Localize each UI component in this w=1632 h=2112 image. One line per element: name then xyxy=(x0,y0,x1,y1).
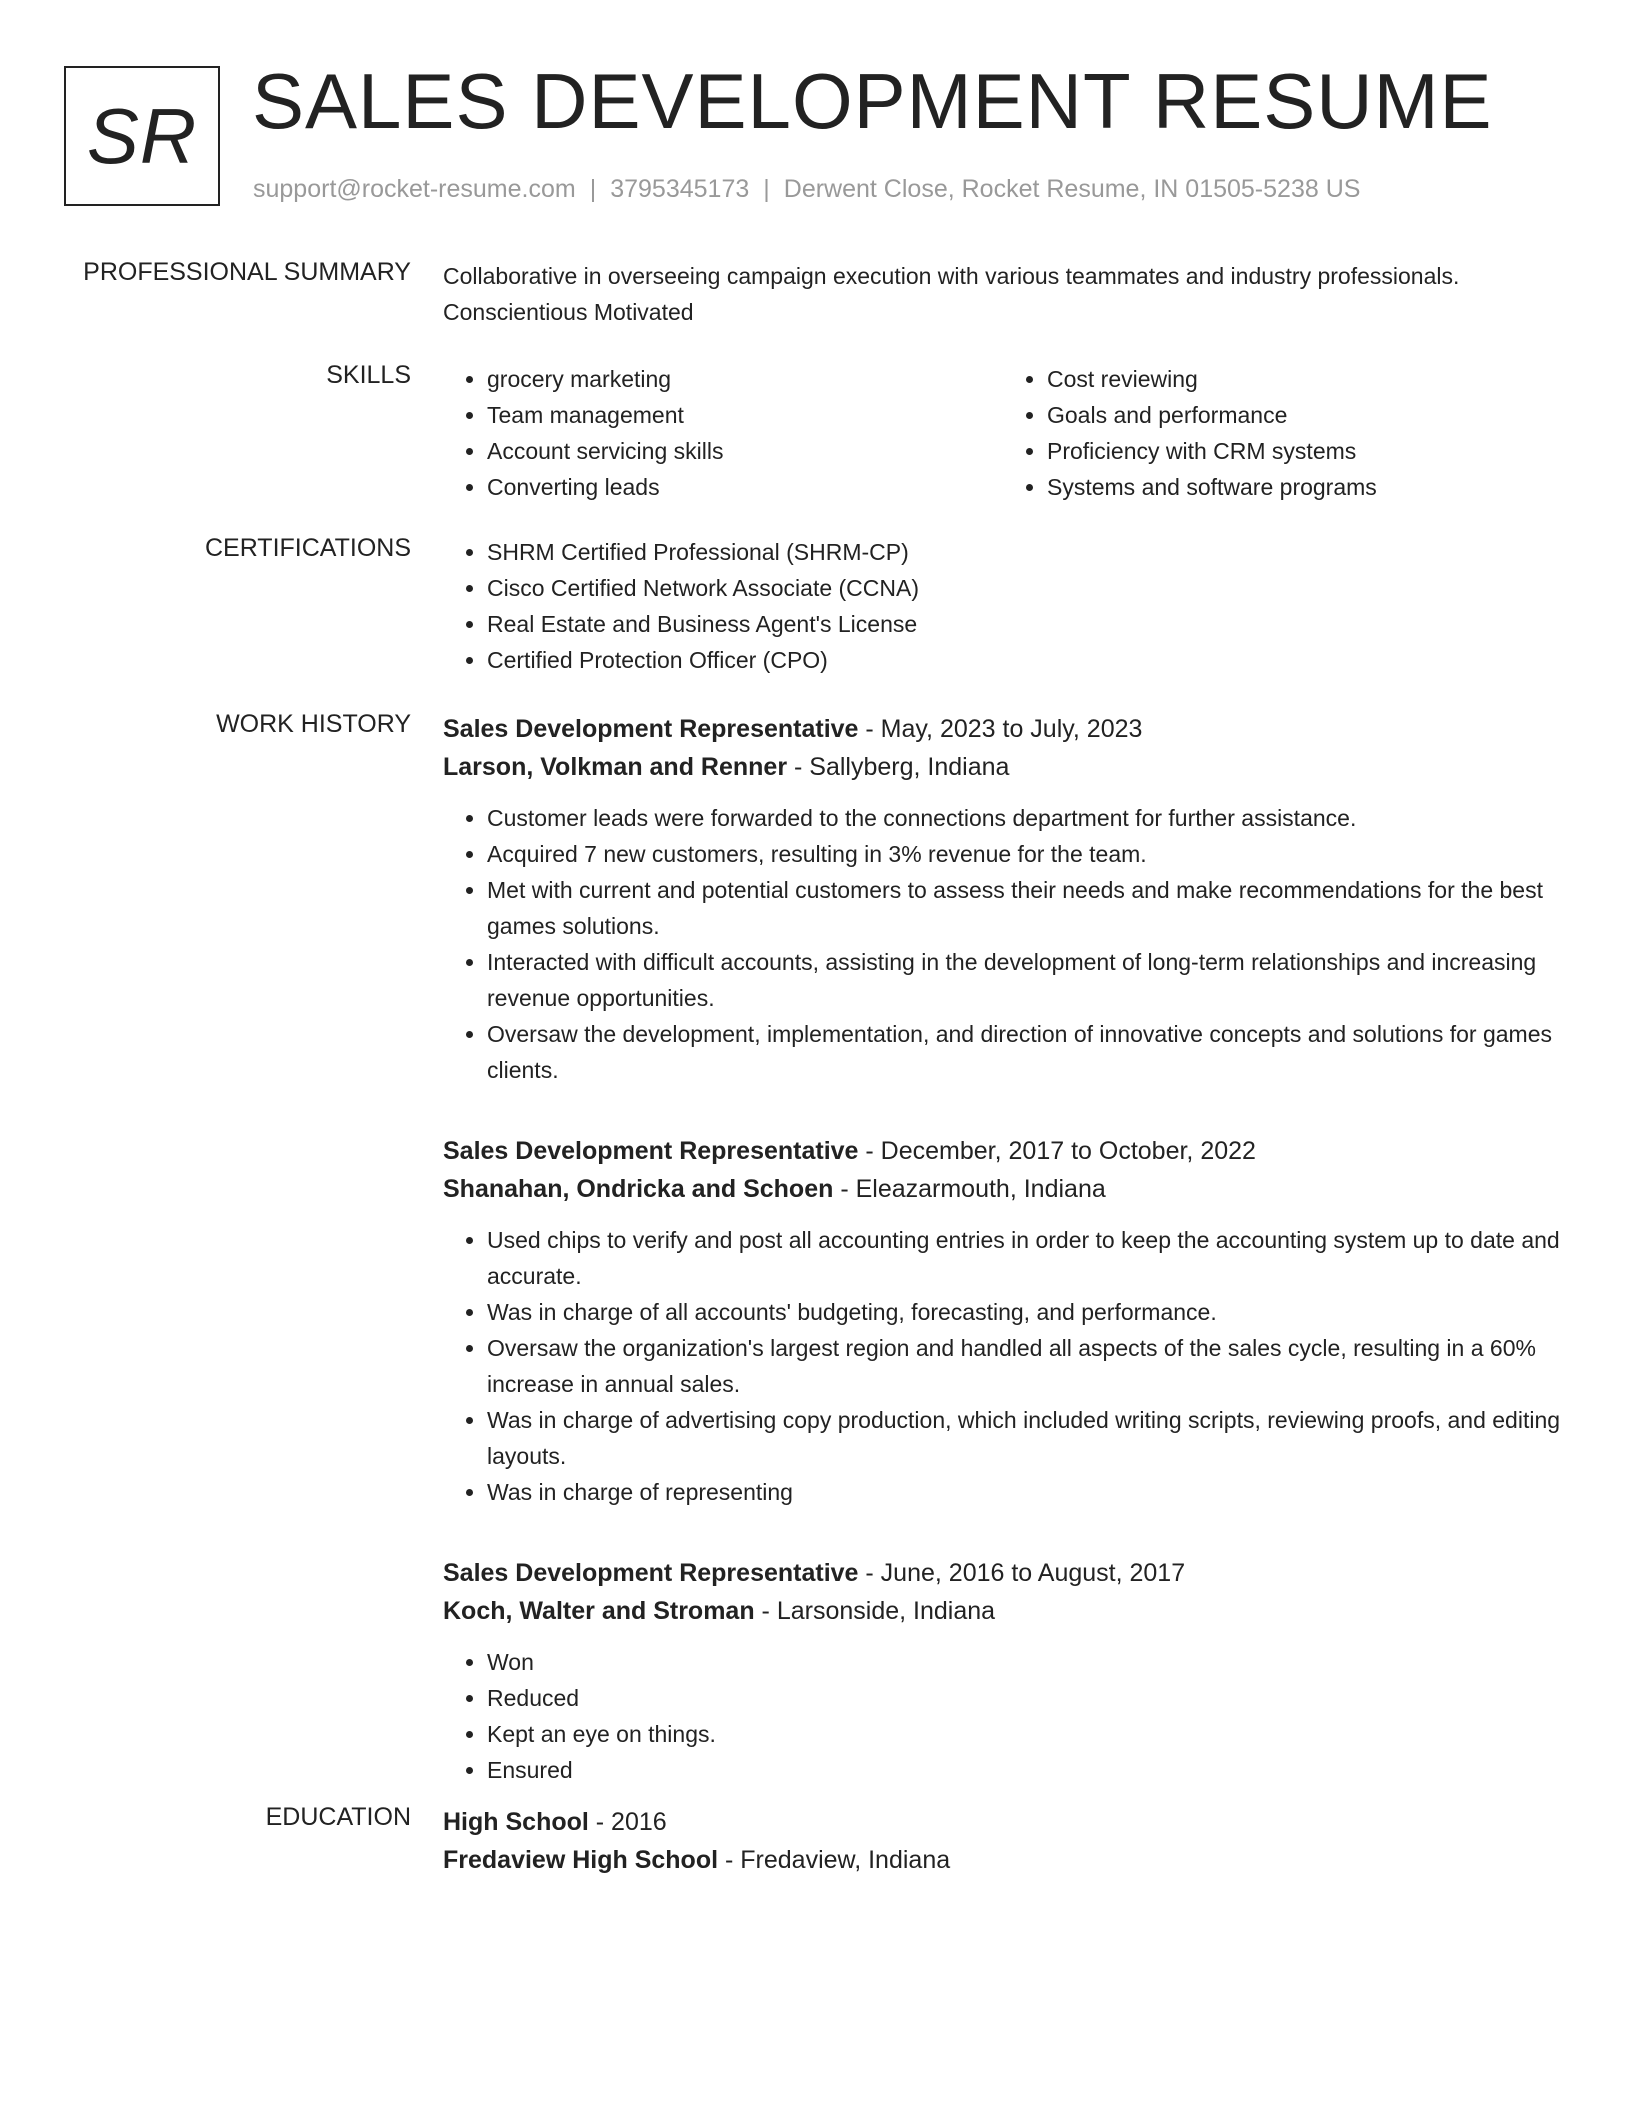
job-title: Sales Development Representative xyxy=(443,1137,859,1165)
education-degree: High School xyxy=(443,1808,589,1836)
list-item: • Cost reviewing xyxy=(1047,361,1563,397)
list-item: • Real Estate and Business Agent's License xyxy=(487,606,1563,642)
list-item: • Converting leads xyxy=(487,469,1003,505)
job-location: - Sallyberg, Indiana xyxy=(787,753,1010,781)
contact-line xyxy=(253,172,1360,206)
job-location: - Eleazarmouth, Indiana xyxy=(833,1175,1106,1203)
section-label: CERTIFICATIONS xyxy=(204,534,411,562)
certifications-list xyxy=(443,534,1563,678)
list-item: • Was in charge of advertising copy production, which included writing scripts, reviewing proofs, and editing layouts. xyxy=(487,1402,1563,1474)
list-item: • Oversaw the organization's largest region and handled all aspects of the sales cycle, resulting in a 60% increase in annual sales. xyxy=(487,1330,1563,1402)
list-item: • Systems and software programs xyxy=(1047,469,1563,505)
job-entry xyxy=(443,1132,1563,1510)
education-school: Fredaview High School xyxy=(443,1846,719,1874)
list-item: • SHRM Certified Professional (SHRM-CP) xyxy=(487,534,1563,570)
section-label: EDUCATION xyxy=(265,1803,411,1831)
contact-separator: | xyxy=(763,175,770,203)
skills-list-left xyxy=(443,361,1003,505)
job-company-line xyxy=(443,1170,1563,1208)
job-dates: - May, 2023 to July, 2023 xyxy=(858,715,1143,743)
job-title-line xyxy=(443,1554,1563,1592)
job-title-line xyxy=(443,710,1563,748)
job-company: Koch, Walter and Stroman xyxy=(443,1597,755,1625)
job-company: Larson, Volkman and Renner xyxy=(443,753,788,781)
list-item: • Proficiency with CRM systems xyxy=(1047,433,1563,469)
skills-list-right xyxy=(1003,361,1563,505)
initials-monogram xyxy=(64,66,220,206)
list-item: • grocery marketing xyxy=(487,361,1003,397)
list-item: • Customer leads were forwarded to the connections department for further assistance. xyxy=(487,800,1563,836)
list-item: • Certified Protection Officer (CPO) xyxy=(487,642,1563,678)
section-label: PROFESSIONAL SUMMARY xyxy=(83,258,411,286)
list-item: • Won xyxy=(487,1644,1563,1680)
job-title: Sales Development Representative xyxy=(443,1559,859,1587)
education-year: - 2016 xyxy=(588,1808,667,1836)
job-dates: - June, 2016 to August, 2017 xyxy=(858,1559,1186,1587)
section-label: SKILLS xyxy=(326,361,411,389)
job-entry xyxy=(443,710,1563,1088)
list-item: • Ensured xyxy=(487,1752,1563,1788)
list-item: • Acquired 7 new customers, resulting in 3% revenue for the team. xyxy=(487,836,1563,872)
job-title: Sales Development Representative xyxy=(443,715,859,743)
education-degree-line xyxy=(443,1803,1563,1841)
job-bullets xyxy=(443,800,1563,1088)
resume-title: SALES DEVELOPMENT RESUME xyxy=(252,57,1493,145)
contact-separator: | xyxy=(589,175,597,203)
job-company: Shanahan, Ondricka and Schoen xyxy=(443,1175,834,1203)
job-company-line xyxy=(443,748,1563,786)
list-item: • Account servicing skills xyxy=(487,433,1003,469)
list-item: • Reduced xyxy=(487,1680,1563,1716)
job-company-line xyxy=(443,1592,1563,1630)
list-item: • Was in charge of all accounts' budgeting, forecasting, and performance. xyxy=(487,1294,1563,1330)
summary-text: Collaborative in overseeing campaign execution with various teammates and industry professionals. Conscientious Motivated xyxy=(443,263,1460,325)
education-school-line xyxy=(443,1841,1563,1879)
list-item: • Team management xyxy=(487,397,1003,433)
contact-email[interactable]: support@rocket-resume.com xyxy=(253,175,576,203)
list-item: • Cisco Certified Network Associate (CCNA) xyxy=(487,570,1563,606)
job-dates: - December, 2017 to October, 2022 xyxy=(858,1137,1256,1165)
list-item: • Met with current and potential customers to assess their needs and make recommendations for the best games solutions. xyxy=(487,872,1563,944)
initials: SR xyxy=(86,91,198,180)
list-item: • Goals and performance xyxy=(1047,397,1563,433)
job-entry xyxy=(443,1554,1563,1788)
job-title-line xyxy=(443,1132,1563,1170)
job-location: - Larsonside, Indiana xyxy=(754,1597,996,1625)
contact-phone[interactable]: 3795345173 xyxy=(610,175,750,203)
list-item: • Oversaw the development, implementation, and direction of innovative concepts and solutions for games clients. xyxy=(487,1016,1563,1088)
list-item: • Kept an eye on things. xyxy=(487,1716,1563,1752)
section-label: WORK HISTORY xyxy=(216,710,411,738)
education-location: - Fredaview, Indiana xyxy=(718,1846,951,1874)
job-bullets xyxy=(443,1222,1563,1510)
list-item: • Used chips to verify and post all accounting entries in order to keep the accounting system up to date and accurate. xyxy=(487,1222,1563,1294)
contact-address: Derwent Close, Rocket Resume, IN 01505-5238 US xyxy=(783,175,1361,203)
list-item: • Interacted with difficult accounts, assisting in the development of long-term relationships and increasing revenue opportunities. xyxy=(487,944,1563,1016)
job-bullets xyxy=(443,1644,1563,1788)
list-item: • Was in charge of representing xyxy=(487,1474,1563,1510)
